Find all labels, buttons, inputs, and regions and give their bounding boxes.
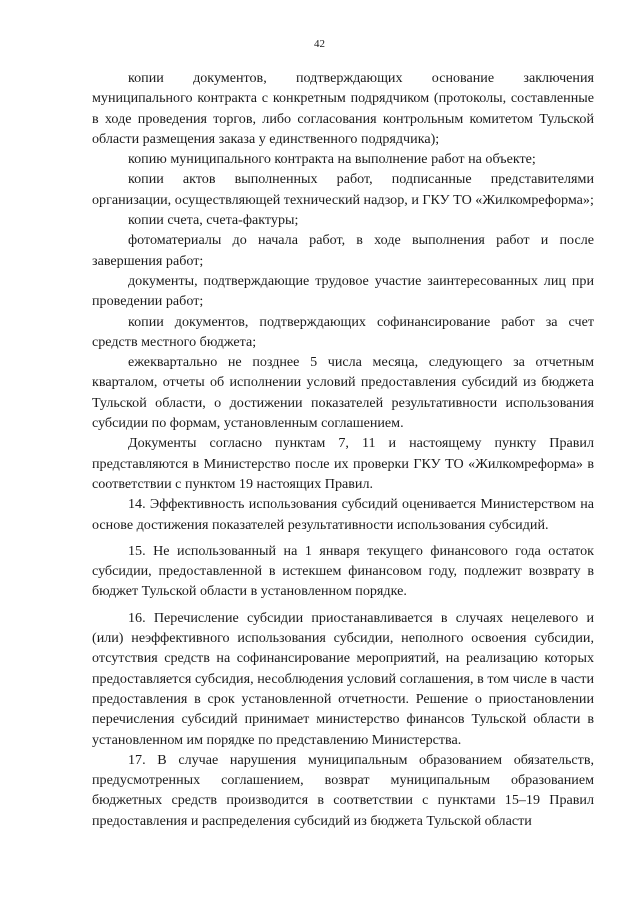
document-body (92, 68, 594, 831)
paragraph-contract-copy: копию муниципального контракта на выполнение работ на объекте; (128, 151, 536, 168)
paragraph-item-16: 16. Перечисление субсидии приостанавливается в случаях нецелевого и (или) неэффективного использования субсидии, неполного освоения субсидии, отсутствия средств на софинансирование мероприятий, на реализацию которых предоставляется субсидия, несоблюдения условий соглашения, в том числе в части предоставления в срок установленной отчетности. Решение о приостановлении перечисления субсидий принимает министерство финансов Тульской области в установленном им порядке по представлению Министерства. (92, 609, 594, 748)
paragraph-item-14: 14. Эффективность использования субсидий оценивается Министерством на основе достижения показателей результативности использования субсидий. (92, 496, 594, 533)
paragraph-item-17: 17. В случае нарушения муниципальным образованием обязательств, предусмотренных соглашением, возврат муниципальным образованием бюджетных средств производится в соответствии с пунктами 15–19 Правил предоставления и распределения субсидий из бюджета Тульской области (92, 751, 594, 829)
paragraph-work-acts: копии актов выполненных работ, подписанные представителями организации, осуществляющей технический надзор, и ГКУ ТО «Жилкомреформа»; (92, 171, 594, 208)
paragraph-labor-participation: документы, подтверждающие трудовое участие заинтересованных лиц при проведении работ; (92, 272, 594, 310)
paragraph-contract-basis: копии документов, подтверждающих основание заключения муниципального контракта с конкретным подрядчиком (протоколы, составленные в ходе проведения торгов, либо согласования контрольным комитетом Тульской области размещения заказа у единственного подрядчика); (92, 70, 594, 147)
paragraph-item-15: 15. Не использованный на 1 января текущего финансового года остаток субсидии, предоставленной в истекшем финансовом году, подлежит возврату в бюджет Тульской области в установленном порядке. (92, 542, 594, 600)
paragraph-cofinancing: копии документов, подтверждающих софинансирование работ за счет средств местного бюджета; (92, 313, 594, 350)
paragraph-invoices: копии счета, счета-фактуры; (128, 212, 299, 229)
page-number: 42 (314, 38, 325, 50)
paragraph-quarterly-reports: ежеквартально не позднее 5 числа месяца, следующего за отчетным кварталом, отчеты об исполнении условий предоставления субсидий из бюджета Тульской области, о достижении показателей результативности использования субсидии по формам, установленным соглашением. (92, 354, 594, 432)
paragraph-photo-materials: фотоматериалы до начала работ, в ходе выполнения работ и после завершения работ; (92, 232, 594, 269)
paragraph-documents-submission: Документы согласно пунктам 7, 11 и настоящему пункту Правил представляются в Министерство после их проверки ГКУ ТО «Жилкомреформа» в соответствии с пунктом 19 настоящих Правил. (92, 435, 594, 492)
